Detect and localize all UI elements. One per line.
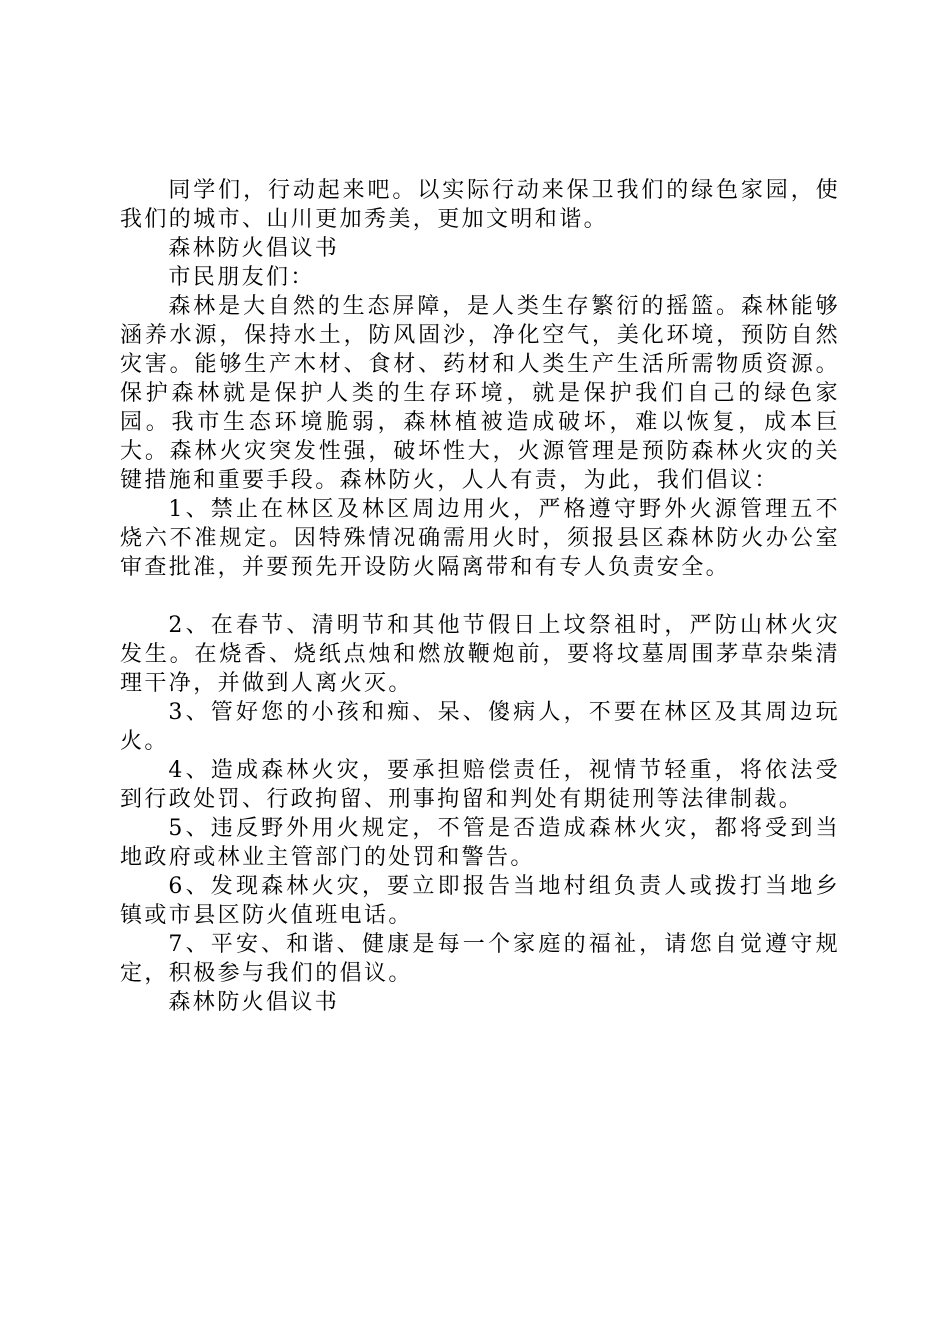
salutation: 市民朋友们： — [168, 265, 315, 290]
proposal-item-2: 2、在春节、清明节和其他节假日上坟祭祖时，严防山林火灾发生。在烧香、烧纸点烛和燃放鞭炮前，要将坟墓周围茅草杂柴清理干净，并做到人离火灭。 — [120, 613, 840, 696]
document-title: 森林防火倡议书 — [168, 236, 340, 261]
proposal-item-3: 3、管好您的小孩和痴、呆、傻病人，不要在林区及其周边玩火。 — [120, 700, 840, 754]
proposal-item-7: 7、平安、和谐、健康是每一个家庭的福祉，请您自觉遵守规定，积极参与我们的倡议。 — [120, 932, 840, 986]
proposal-item-1: 1、禁止在林区及林区周边用火，严格遵守野外火源管理五不烧六不准规定。因特殊情况确需用火时，须报县区森林防火办公室审查批准，并要预先开设防火隔离带和有专人负责安全。 — [120, 497, 840, 580]
document-body — [120, 176, 840, 1017]
next-document-title: 森林防火倡议书 — [168, 990, 340, 1015]
proposal-item-6: 6、发现森林火灾，要立即报告当地村组负责人或拨打当地乡镇或市县区防火值班电话。 — [120, 874, 840, 928]
proposal-item-4: 4、造成森林火灾，要承担赔偿责任，视情节轻重，将依法受到行政处罚、行政拘留、刑事拘留和判处有期徒刑等法律制裁。 — [120, 758, 840, 812]
blank-line — [120, 582, 840, 611]
intro-paragraph: 森林是大自然的生态屏障，是人类生存繁衍的摇篮。森林能够涵养水源，保持水土，防风固沙，净化空气，美化环境，预防自然灾害。能够生产木材、食材、药材和人类生产生活所需物质资源。保护森林就是保护人类的生存环境，就是保护我们自己的绿色家园。我市生态环境脆弱，森林植被造成破坏，难以恢复，成本巨大。森林火灾突发性强，破坏性大，火源管理是预防森林火灾的关键措施和重要手段。森林防火，人人有责，为此，我们倡议： — [120, 294, 840, 493]
proposal-item-5: 5、违反野外用火规定，不管是否造成森林火灾，都将受到当地政府或林业主管部门的处罚和警告。 — [120, 816, 840, 870]
closing-paragraph: 同学们，行动起来吧。以实际行动来保卫我们的绿色家园，使我们的城市、山川更加秀美，更加文明和谐。 — [120, 178, 840, 232]
